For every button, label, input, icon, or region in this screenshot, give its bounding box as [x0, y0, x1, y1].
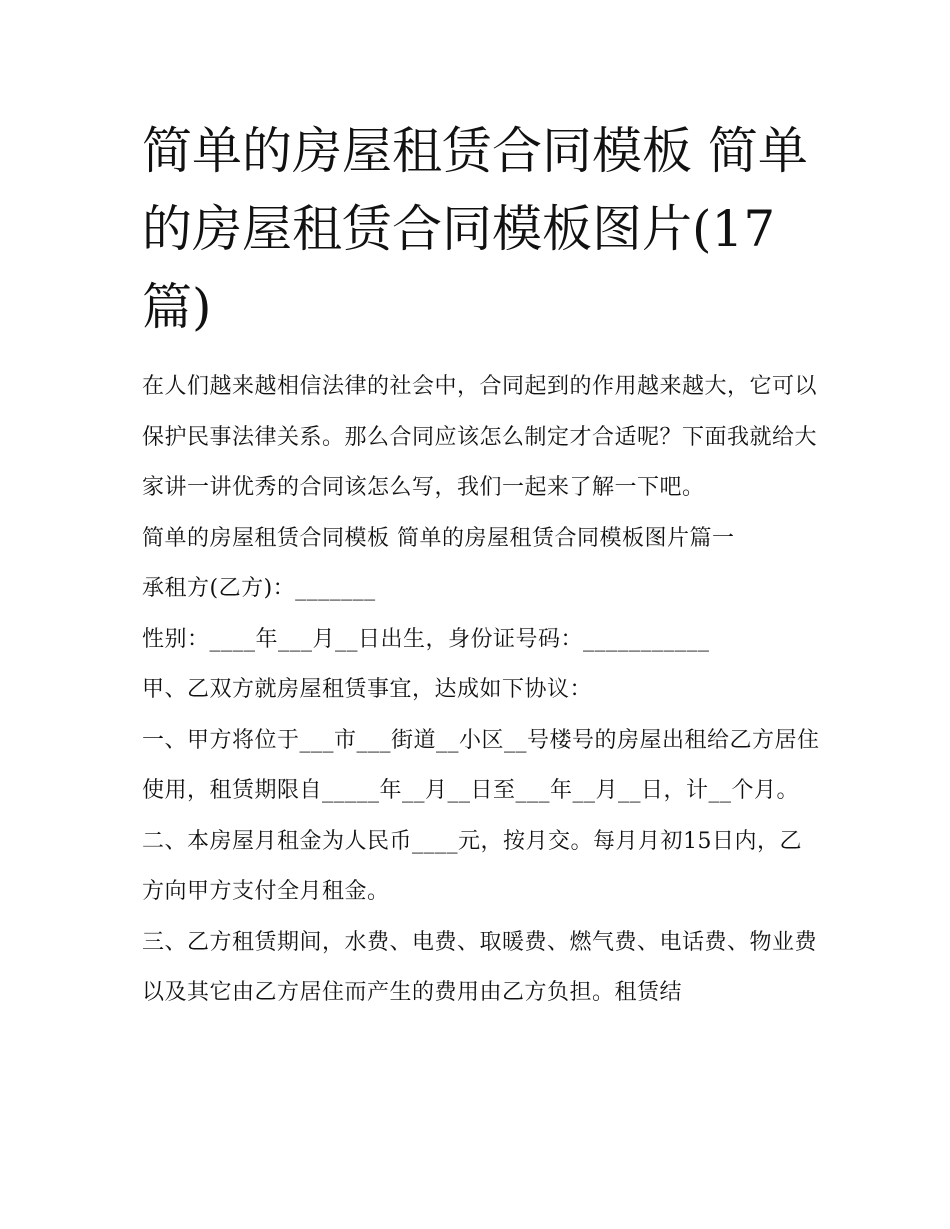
tenant-line: 承租方(乙方)：_______: [142, 576, 376, 601]
clause-3: 三、乙方租赁期间，水费、电费、取暖费、燃气费、电话费、物业费以及其它由乙方居住而产生的费用由乙方负担。租赁结: [142, 929, 818, 1005]
agreement-intro: 甲、乙双方就房屋租赁事宜，达成如下协议：: [142, 677, 593, 702]
intro-paragraph: 在人们越来越相信法律的社会中，合同起到的作用越来越大，它可以保护民事法律关系。那么合同应该怎么制定才合适呢？下面我就给大家讲一讲优秀的合同该怎么写，我们一起来了解一下吧。: [142, 374, 818, 500]
document-title: 简单的房屋租赁合同模板 简单的房屋租赁合同模板图片(17篇): [142, 122, 808, 336]
section-heading: 简单的房屋租赁合同模板 简单的房屋租赁合同模板图片篇一: [142, 525, 735, 551]
document-page: [142, 112, 822, 1019]
clause-1: 一、甲方将位于___市___街道__小区__号楼号的房屋出租给乙方居住使用，租赁期限自_____年__月__日至___年__月__日，计__个月。: [142, 727, 820, 803]
clause-2: 二、本房屋月租金为人民币____元，按月交。每月月初15日内，乙方向甲方支付全月租金。: [142, 828, 802, 904]
tenant-info-line: 性别：____年___月__日出生，身份证号码：___________: [142, 626, 710, 652]
